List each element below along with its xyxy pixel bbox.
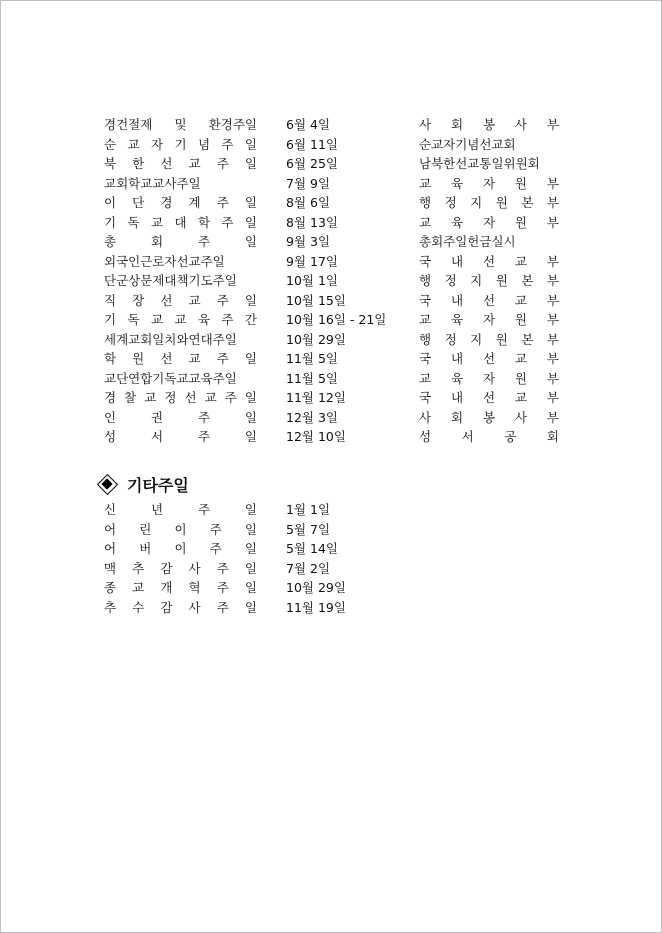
list-item	[104, 369, 564, 389]
observance-dept: 행 정 지 원 본 부	[419, 273, 559, 288]
observance-dept: 사 회 봉 사 부	[419, 117, 559, 132]
observance-dept: 국 내 선 교 부	[419, 390, 559, 405]
observance-dept: 교 육 자 원 부	[419, 175, 559, 191]
list-item	[104, 174, 564, 194]
observance-date: 5월 7일	[286, 521, 331, 537]
observance-name: 인 권 주 일	[104, 409, 257, 425]
observance-date: 12월 10일	[286, 429, 346, 444]
list-item	[104, 520, 404, 540]
list-item	[104, 310, 564, 330]
list-item	[104, 135, 564, 155]
observance-date: 11월 5일	[286, 370, 338, 386]
observance-date: 11월 5일	[286, 351, 338, 366]
list-item	[104, 115, 564, 135]
observance-name: 맥 추 감 사 주 일	[104, 560, 257, 576]
observance-dept: 성 서 공 회	[419, 429, 559, 444]
observance-date: 12월 3일	[286, 409, 338, 425]
observance-dept: 교 육 자 원 부	[419, 312, 559, 327]
list-item	[104, 388, 564, 408]
observance-date: 8월 13일	[286, 214, 338, 230]
observance-date: 10월 1일	[286, 273, 338, 288]
list-item	[104, 598, 404, 618]
observance-date: 1월 1일	[286, 502, 331, 517]
list-item	[104, 559, 404, 579]
observance-dept: 행 정 지 원 본 부	[419, 331, 559, 347]
list-item	[104, 232, 564, 252]
observance-date: 6월 25일	[286, 156, 338, 171]
observance-date: 7월 2일	[286, 560, 331, 576]
list-item	[104, 408, 564, 428]
list-item	[104, 578, 404, 598]
observance-date: 6월 4일	[286, 117, 331, 132]
observance-date: 8월 6일	[286, 195, 331, 210]
observance-date: 9월 3일	[286, 234, 331, 249]
observance-date: 6월 11일	[286, 136, 338, 152]
list-item	[104, 154, 564, 174]
observance-name: 어 버 이 주 일	[104, 541, 257, 556]
observance-dept: 남북한선교통일위원회	[419, 156, 540, 171]
observance-date: 10월 16일 - 21일	[286, 312, 387, 327]
observance-dept: 교 육 자 원 부	[419, 370, 559, 386]
observance-date: 7월 9일	[286, 175, 331, 191]
observance-dept: 총회주일헌금실시	[419, 234, 516, 249]
observance-name: 교회학교교사주일	[104, 175, 201, 191]
observance-name: 경건절제 및 환경주일	[104, 117, 257, 132]
observance-dept: 국 내 선 교 부	[419, 351, 559, 366]
observance-list	[104, 115, 564, 447]
observance-name: 추 수 감 사 주 일	[104, 599, 257, 615]
observance-date: 9월 17일	[286, 253, 338, 269]
observance-name: 기 독 교 대 학 주 일	[104, 214, 257, 230]
observance-name: 어 린 이 주 일	[104, 521, 257, 537]
observance-name: 학 원 선 교 주 일	[104, 351, 257, 366]
observance-name: 총 회 주 일	[104, 234, 257, 249]
observance-date: 10월 29일	[286, 580, 346, 595]
observance-name: 성 서 주 일	[104, 429, 257, 444]
observance-dept: 국 내 선 교 부	[419, 292, 559, 308]
observance-name: 종 교 개 혁 주 일	[104, 580, 257, 595]
other-observance-list	[104, 500, 404, 617]
observance-name: 외국인근로자선교주일	[104, 253, 225, 269]
observance-dept: 국 내 선 교 부	[419, 253, 559, 269]
list-item	[104, 271, 564, 291]
list-item	[104, 193, 564, 213]
observance-name: 북 한 선 교 주 일	[104, 156, 257, 171]
observance-date: 10월 15일	[286, 292, 346, 308]
observance-dept: 순교자기념선교회	[419, 136, 516, 152]
observance-date: 10월 29일	[286, 331, 346, 347]
list-item	[104, 252, 564, 272]
observance-name: 이 단 경 계 주 일	[104, 195, 257, 210]
list-item	[104, 291, 564, 311]
observance-date: 11월 12일	[286, 390, 346, 405]
observance-dept: 교 육 자 원 부	[419, 214, 559, 230]
observance-dept: 행 정 지 원 본 부	[419, 195, 559, 210]
observance-name: 교단연합기독교교육주일	[104, 370, 237, 386]
observance-name: 신 년 주 일	[104, 502, 257, 517]
section-heading	[97, 472, 189, 496]
list-item	[104, 427, 564, 447]
diamond-icon	[97, 474, 117, 494]
observance-name: 경 찰 교 정 선 교 주 일	[104, 390, 257, 405]
section-title-text: 기타주일	[127, 475, 189, 495]
observance-name: 직 장 선 교 주 일	[104, 292, 257, 308]
observance-name: 기 독 교 교 육 주 간	[104, 312, 257, 327]
list-item	[104, 539, 404, 559]
list-item	[104, 349, 564, 369]
observance-date: 5월 14일	[286, 541, 338, 556]
list-item	[104, 330, 564, 350]
observance-dept: 사 회 봉 사 부	[419, 409, 559, 425]
observance-name: 순 교 자 기 념 주 일	[104, 136, 257, 152]
observance-date: 11월 19일	[286, 599, 346, 615]
observance-name: 세계교회일치와연대주일	[104, 331, 237, 347]
list-item	[104, 500, 404, 520]
list-item	[104, 213, 564, 233]
observance-name: 단군상문제대책기도주일	[104, 273, 237, 288]
